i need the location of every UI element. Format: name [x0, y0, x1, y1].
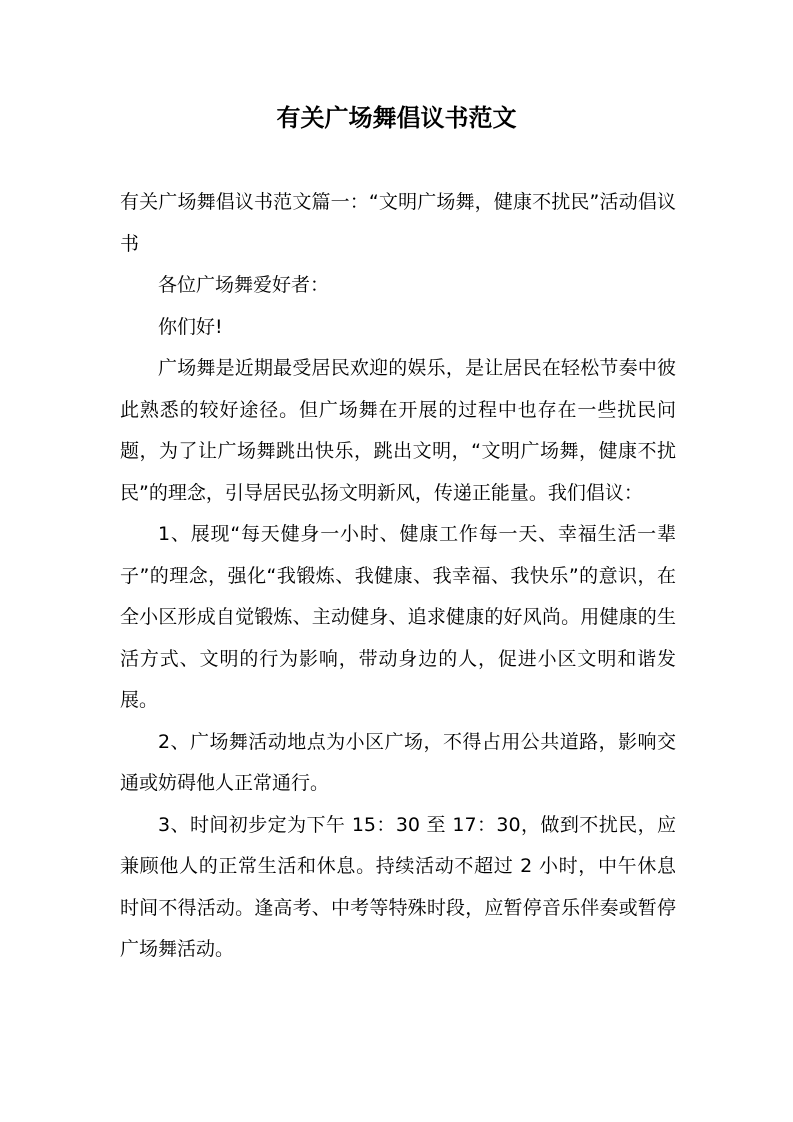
proposal-item-3: 3、时间初步定为下午 15：30 至 17：30，做到不扰民，应兼顾他人的正常生活和休息。持续活动不超过 2 小时，中午休息时间不得活动。逢高考、中考等特殊时段，应暂停音乐伴奏或暂停广场舞活动。 [120, 813, 676, 960]
salutation-paragraph: 各位广场舞爱好者： [158, 274, 330, 296]
document-title: 有关广场舞倡议书范文 [276, 104, 517, 132]
document-body [120, 182, 676, 971]
intro-paragraph: 广场舞是近期最受居民欢迎的娱乐，是让居民在轻松节奏中彼此熟悉的较好途径。但广场舞在开展的过程中也存在一些扰民问题，为了让广场舞跳出快乐，跳出文明，“文明广场舞，健康不扰民”的理念，引导居民弘扬文明新风，传递正能量。我们倡议： [120, 357, 676, 504]
section-heading-paragraph: 有关广场舞倡议书范文篇一：“文明广场舞，健康不扰民”活动倡议书 [120, 191, 676, 255]
proposal-item-2: 2、广场舞活动地点为小区广场，不得占用公共道路，影响交通或妨碍他人正常通行。 [120, 730, 676, 794]
greeting-paragraph: 你们好! [158, 315, 223, 338]
proposal-item-1: 1、展现“每天健身一小时、健康工作每一天、幸福生活一辈子”的理念，强化“我锻炼、我健康、我幸福、我快乐”的意识，在全小区形成自觉锻炼、主动健身、追求健康的好风尚。用健康的生活方式、文明的行为影响，带动身边的人，促进小区文明和谐发展。 [120, 523, 676, 711]
